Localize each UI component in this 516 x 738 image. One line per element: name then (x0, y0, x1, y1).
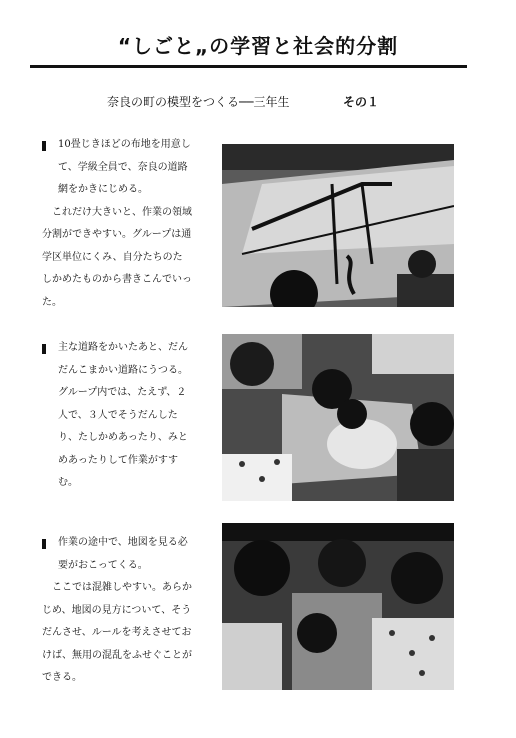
section-1-paragraph-2: これだけ大きいと、作業の領域分割ができやすい。グループは通学区単位にくみ、自分たちのたしかめたものから書きこんでいった。 (42, 206, 192, 308)
photo-2-image (222, 334, 454, 501)
section-2-paragraph-1: 主な道路をかいたあと、だんだんこまかい道路にうつる。グループ内では、たえず、２人で、３人でそうだんしたり、たしかめあったり、みとめあったりして作業がすすむ。 (58, 342, 188, 488)
photo-3 (222, 523, 454, 690)
photo-1 (222, 144, 454, 307)
section-1-paragraph-1: 10畳じきほどの布地を用意して、学級全員で、奈良の道路網をかきにじめる。 (58, 139, 191, 195)
photo-3-image (222, 523, 454, 690)
section-3-paragraph-2: ここでは混雑しやすい。あらかじめ、地図の見方について、そうだんさせ、ルールを考えさせておけば、無用の混乱をふせぐことができる。 (42, 582, 192, 683)
section-text-1 (42, 134, 192, 314)
section-text-3 (42, 532, 192, 690)
subtitle: 奈良の町の模型をつくる──三年生 (107, 95, 290, 109)
subtitle-part: その１ (343, 95, 380, 109)
photo-1-image (222, 144, 454, 307)
section-3-paragraph-1: 作業の途中で、地図を見る必要がおこってくる。 (58, 537, 188, 571)
photo-2 (222, 334, 454, 501)
section-text-2 (42, 337, 192, 495)
page-title: “しごと„の学習と社会的分割 (117, 34, 399, 58)
title-rule (30, 65, 467, 68)
